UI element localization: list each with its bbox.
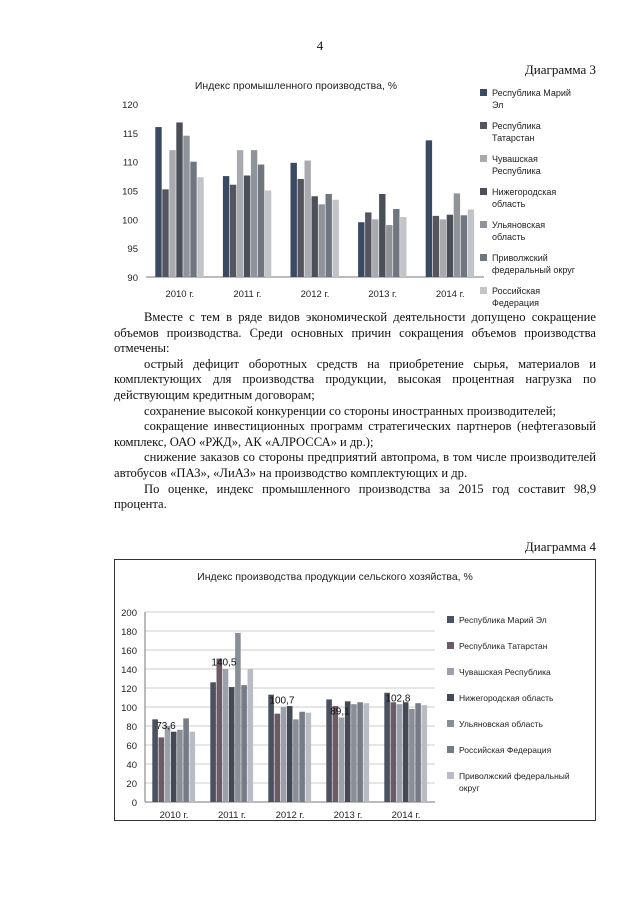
page-number: 4 <box>316 38 324 53</box>
agriculture-index-chart <box>114 559 596 821</box>
bar-s1-c3 <box>365 212 371 277</box>
legend-label-6-1: Федерация <box>492 298 539 308</box>
legend-label-6-0: Российская <box>492 286 541 296</box>
x-tick-label-0: 2010 г. <box>159 810 189 821</box>
y-tick-label-8: 160 <box>121 646 137 657</box>
legend-label-2-1: Республика <box>492 166 541 176</box>
bar-s2-c1 <box>223 669 229 802</box>
legend-label-0-0: Республика Марий <box>492 88 571 98</box>
industrial-index-chart <box>104 76 576 312</box>
y-tick-label-5: 100 <box>121 703 137 714</box>
bar-s4-c0 <box>183 136 189 277</box>
bar-s2-c2 <box>281 707 287 802</box>
legend-label-0-0: Республика Марий Эл <box>459 615 547 625</box>
bar-s1-c2 <box>298 179 304 277</box>
y-tick-label-0: 0 <box>131 798 137 809</box>
bar-s5-c0 <box>183 718 189 802</box>
bar-s1-c2 <box>275 714 281 802</box>
legend-swatch-0 <box>480 89 487 96</box>
diagram-4-label: Диаграмма 4 <box>524 539 596 554</box>
y-tick-label-1: 20 <box>126 779 137 790</box>
bar-s1-c1 <box>230 185 236 277</box>
bar-s2-c3 <box>339 717 345 802</box>
legend-label-5-0: Приволжский <box>492 253 548 263</box>
y-tick-label-6: 120 <box>121 684 137 695</box>
bar-s5-c1 <box>241 685 247 802</box>
legend-label-2-0: Чувашская Республика <box>459 667 551 677</box>
legend-label-5-0: Российская Федерация <box>459 745 552 755</box>
bar-s5-c2 <box>299 712 305 802</box>
bar-s0-c2 <box>268 695 274 802</box>
bar-s6-c4 <box>468 210 474 277</box>
y-tick-label-9: 180 <box>121 627 137 638</box>
legend-label-6-0: Приволжский федеральный <box>459 771 570 781</box>
x-tick-label-1: 2011 г. <box>217 810 247 821</box>
diagram-3-label: Диаграмма 3 <box>524 62 596 77</box>
body-text <box>114 310 596 513</box>
bar-s4-c0 <box>177 730 183 802</box>
paragraph-4: сокращение инвестиционных программ стратегических партнеров (нефтегазовый комплекс, ОАО «РЖД», АК «АЛРОССА» и др.); <box>114 419 596 449</box>
chart1-svg <box>104 76 576 312</box>
bar-s3-c1 <box>244 176 250 277</box>
paragraph-3: сохранение высокой конкуренции со стороны иностранных производителей; <box>144 403 557 418</box>
y-tick-label-2: 40 <box>126 760 137 771</box>
bar-s6-c4 <box>422 705 428 802</box>
x-tick-label-3: 2013 г. <box>333 810 363 821</box>
y-tick-label-1: 95 <box>127 244 138 256</box>
bar-s2-c0 <box>169 150 175 277</box>
bar-s3-c4 <box>447 215 453 277</box>
bar-s5-c3 <box>393 209 399 277</box>
bar-s4-c3 <box>386 225 392 277</box>
paragraph-1: Вместе с тем в ряде видов экономической деятельности допущено сокращение объемов производства. Среди основных причин сокращения объемов производства отмечены: <box>114 310 596 356</box>
legend-swatch-6 <box>480 287 487 294</box>
bar-s2-c4 <box>440 219 446 277</box>
legend-swatch-4 <box>480 221 487 228</box>
legend-label-3-1: область <box>492 199 526 209</box>
x-tick-label-3: 2013 г. <box>368 289 397 300</box>
bar-s3-c0 <box>176 122 182 277</box>
data-label-3: 89,1 <box>330 706 350 718</box>
bar-s6-c0 <box>190 732 196 802</box>
bar-s2-c4 <box>397 704 403 802</box>
legend-label-4-1: область <box>492 232 526 242</box>
bar-s5-c3 <box>357 702 363 802</box>
bar-s0-c1 <box>210 682 216 802</box>
legend-swatch-3 <box>480 188 487 195</box>
legend-swatch-3 <box>447 694 454 701</box>
legend-label-3-0: Нижегородская <box>492 187 557 197</box>
bar-s6-c3 <box>400 217 406 277</box>
bar-s4-c3 <box>351 704 357 802</box>
legend-label-4-0: Ульяновская область <box>459 719 543 729</box>
bar-s1-c4 <box>391 702 397 802</box>
bar-s6-c2 <box>306 713 312 802</box>
legend-label-1-0: Республика Татарстан <box>459 641 548 651</box>
legend-swatch-1 <box>447 642 454 649</box>
bar-s3-c4 <box>403 702 409 802</box>
bar-s4-c1 <box>251 150 257 277</box>
legend-swatch-1 <box>480 122 487 129</box>
legend-label-3-0: Нижегородская область <box>459 693 554 703</box>
data-label-4: 102,8 <box>385 693 411 705</box>
data-label-1: 140,5 <box>211 657 237 669</box>
bar-s1-c4 <box>433 216 439 277</box>
legend-label-2-0: Чувашская <box>492 154 538 164</box>
bar-s4-c2 <box>293 719 299 802</box>
bar-s5-c1 <box>258 165 264 277</box>
y-tick-label-7: 140 <box>121 665 137 676</box>
y-tick-label-2: 100 <box>122 215 138 227</box>
y-tick-label-0: 90 <box>127 273 138 284</box>
bar-s3-c0 <box>171 732 177 802</box>
bar-s4-c4 <box>454 193 460 277</box>
legend-label-1-0: Республика <box>492 121 541 131</box>
legend-swatch-0 <box>447 616 454 623</box>
bar-s6-c1 <box>265 191 271 278</box>
bar-s6-c3 <box>364 703 370 802</box>
bar-s1-c0 <box>162 189 168 277</box>
legend-swatch-5 <box>480 254 487 261</box>
x-tick-label-4: 2014 г. <box>435 289 465 300</box>
legend-label-6-1: округ <box>459 783 480 793</box>
bar-s4-c2 <box>319 204 325 277</box>
legend-label-4-0: Ульяновская <box>492 220 546 230</box>
chart2-svg <box>115 560 595 820</box>
bar-s6-c2 <box>333 200 339 277</box>
paragraph-6: По оценке, индекс промышленного производства за 2015 год составит 98,9 процента. <box>114 481 596 512</box>
x-tick-label-4: 2014 г. <box>391 810 421 821</box>
y-tick-label-10: 200 <box>121 608 137 619</box>
x-tick-label-2: 2012 г. <box>300 289 330 300</box>
legend-swatch-2 <box>447 668 454 675</box>
bar-s0-c4 <box>426 140 432 277</box>
bar-s2-c2 <box>305 161 311 277</box>
bar-s2-c0 <box>165 726 171 802</box>
y-tick-label-6: 120 <box>122 100 138 111</box>
bar-s0-c1 <box>223 176 229 277</box>
bar-s3-c1 <box>229 687 235 802</box>
legend-label-0-1: Эл <box>492 100 504 110</box>
bar-s1-c3 <box>333 706 339 802</box>
bar-s4-c4 <box>409 709 415 802</box>
bar-s3-c3 <box>379 194 385 277</box>
bar-s6-c1 <box>248 669 254 802</box>
legend-swatch-6 <box>447 772 454 779</box>
y-tick-label-3: 60 <box>126 741 137 752</box>
x-tick-label-0: 2010 г. <box>165 289 195 300</box>
y-tick-label-4: 110 <box>122 157 138 169</box>
paragraph-5: снижение заказов со стороны предприятий автопрома, в том числе производителей автобусов «ПАЗ», «ЛиАЗ» на производство комплектующих и др. <box>114 450 596 480</box>
legend-label-5-1: федеральный округ <box>492 265 576 275</box>
bar-s0-c3 <box>358 222 364 277</box>
paragraph-2: острый дефицит оборотных средств на приобретение сырья, материалов и комплектующих для производства продукции, высокая процентная нагрузка по действующим кредитным договорам; <box>114 356 596 402</box>
bar-s5-c4 <box>461 215 467 277</box>
data-label-0: 73,6 <box>156 721 176 733</box>
y-tick-label-5: 115 <box>122 128 138 140</box>
bar-s0-c2 <box>291 163 297 277</box>
bar-s5-c2 <box>326 194 332 277</box>
x-tick-label-2: 2012 г. <box>275 810 305 821</box>
bar-s2-c3 <box>372 219 378 277</box>
bar-s3-c2 <box>312 196 318 277</box>
bar-s3-c2 <box>287 706 293 802</box>
bar-s0-c4 <box>384 693 390 802</box>
bar-s6-c0 <box>197 177 203 277</box>
bar-s0-c0 <box>155 127 161 277</box>
legend-swatch-2 <box>480 155 487 162</box>
bar-s1-c0 <box>159 737 165 802</box>
y-tick-label-3: 105 <box>122 186 138 198</box>
y-tick-label-4: 80 <box>126 722 137 733</box>
legend-swatch-4 <box>447 720 454 727</box>
legend-swatch-5 <box>447 746 454 753</box>
x-tick-label-1: 2011 г. <box>233 289 262 300</box>
bar-s1-c1 <box>217 659 223 802</box>
bar-s2-c1 <box>237 150 243 277</box>
legend-label-1-1: Татарстан <box>492 133 535 143</box>
bar-s5-c0 <box>190 162 196 277</box>
chart-title: Индекс промышленного производства, % <box>194 80 398 92</box>
data-label-2: 100,7 <box>269 695 295 707</box>
bar-s5-c4 <box>415 703 421 802</box>
chart-title: Индекс производства продукции сельского хозяйства, % <box>197 571 473 583</box>
